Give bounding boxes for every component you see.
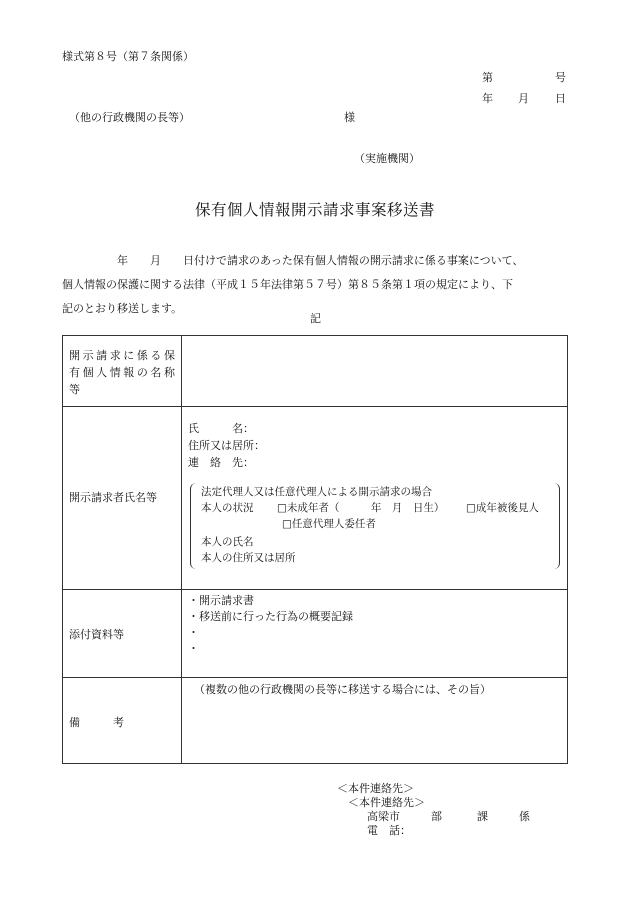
contact-label: 連 絡 先： <box>188 456 254 469</box>
label-cell <box>63 590 182 678</box>
row-label-requester: 開示請求者氏名等 <box>69 491 157 504</box>
contact-department: 部 <box>431 810 442 823</box>
remarks-note: （複数の他の行政機関の長等に移送する場合には、その旨） <box>194 683 491 696</box>
adult-guardian-checkbox[interactable]: □成年被後見人 <box>466 502 539 514</box>
contact-section: 課 <box>477 810 488 823</box>
document-number-prefix: 第 <box>482 71 493 84</box>
body-line-3: 記のとおり移送します。 <box>62 302 183 315</box>
proxy-heading: 法定代理人又は任意代理人による開示請求の場合 <box>201 486 432 498</box>
row-label-info-name <box>69 347 175 381</box>
table-row <box>63 678 568 764</box>
date-year: 年 <box>482 92 493 105</box>
table-row <box>63 590 568 678</box>
label-line: 等 <box>69 383 80 396</box>
date-month: 月 <box>518 92 529 105</box>
implementing-agency: （実施機関） <box>354 152 420 165</box>
table-row <box>63 336 568 407</box>
table-row <box>63 407 568 590</box>
row-label-remarks: 備 考 <box>69 716 124 729</box>
label-line: 開示請求に係る保 <box>69 349 175 362</box>
document-title: 保有個人情報開示請求事案移送書 <box>194 201 435 219</box>
row-label-attachments: 添付資料等 <box>69 628 124 641</box>
honorific: 様 <box>344 111 355 124</box>
value-cell-attachments[interactable] <box>182 590 568 678</box>
value-cell-remarks[interactable] <box>182 678 568 764</box>
date-day: 日 <box>555 92 566 105</box>
ki-heading: 記 <box>310 312 321 325</box>
body-text <box>62 249 582 321</box>
principal-address-label: 本人の住所又は居所 <box>201 552 296 564</box>
list-item: ・ <box>188 642 199 655</box>
label-cell <box>63 407 182 590</box>
details-table <box>62 335 568 764</box>
value-cell-requester[interactable] <box>182 407 568 590</box>
recipient: （他の行政機関の長等） <box>69 111 190 124</box>
body-line-2: 個人情報の保護に関する法律（平成１５年法律第５７号）第８５条第１項の規定により、下 <box>62 278 513 291</box>
principal-name-label: 本人の氏名 <box>201 536 254 548</box>
status-label: 本人の状況 <box>201 502 254 514</box>
contact-heading: ＜本件連絡先＞ <box>348 796 425 809</box>
label-cell <box>63 678 182 764</box>
contact-unit: 係 <box>519 810 530 823</box>
body-line-1: 年 月 日付けで請求のあった保有個人情報の開示請求に係る事案について、 <box>62 254 524 267</box>
list-item: ・ <box>188 626 199 639</box>
contact-heading: ＜本件連絡先＞ <box>337 782 414 795</box>
form-number: 様式第８号（第７条関係） <box>62 50 194 63</box>
contact-telephone: 電 話： <box>367 824 411 837</box>
value-cell-info-name[interactable] <box>182 336 568 407</box>
list-item: ・開示請求書 <box>188 594 254 607</box>
address-label: 住所又は居所： <box>188 439 265 452</box>
document-number-suffix: 号 <box>555 71 566 84</box>
label-line: 有個人情報の名称 <box>69 366 175 379</box>
label-cell <box>63 336 182 407</box>
list-item: ・移送前に行った行為の概要記録 <box>188 610 353 623</box>
minor-checkbox[interactable]: □未成年者（ 年 月 日生） <box>277 502 445 514</box>
name-label: 氏 名： <box>188 422 254 435</box>
contact-city: 高梁市 <box>367 810 400 823</box>
voluntary-proxy-checkbox[interactable]: □任意代理人委任者 <box>282 518 376 530</box>
